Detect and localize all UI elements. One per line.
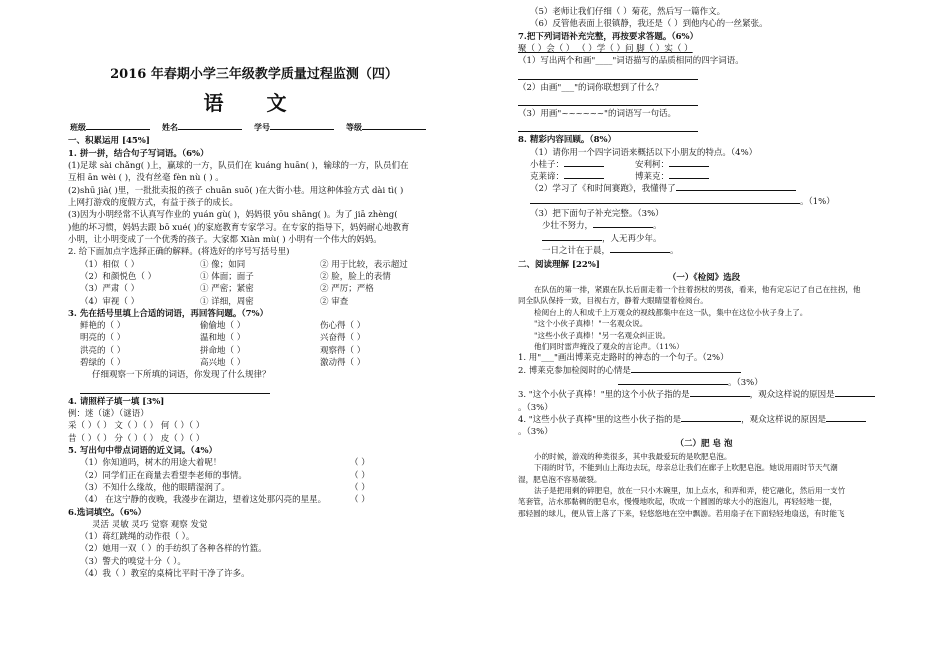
info-number: 学号 <box>254 122 334 134</box>
passage-line: 法子是把用剩的碎肥皂，放在一只小木碗里，加上点水，和弄和弄，使它融化，然后用一支竹 <box>534 485 846 495</box>
passage-1-questions <box>518 352 890 438</box>
q7-row: （3）用画"~~~~~~"的词语写一句话。 <box>518 108 676 119</box>
q2-row: （2）和颜悦色（ ） ① 体面；面子 ② 脸，脸上的表情 <box>80 271 391 282</box>
q8-name-row: 小桂子： 安利柯： <box>530 159 740 171</box>
q8-2-cont: 。（1%） <box>530 196 890 208</box>
info-name: 姓名 <box>162 122 242 134</box>
q5-title: 5. 写出句中带点词语的近义词。（4%） <box>68 445 218 456</box>
q3-row: 鲜艳的（ ） 偷偷地（ ） 伤心得（ ） <box>80 321 366 332</box>
q1-line: 小明，让小明变成了一个优秀的孩子。大家都 Xiàn mù( ) 小明有一个伟大的妈妈。 <box>68 234 382 245</box>
p1-q2: 2. 博莱克参加检阅时的心情是 <box>518 365 890 377</box>
p1-q3-end: 。（3%） <box>518 402 553 413</box>
q8-name-row: 克莱谛： 博莱克： <box>530 171 740 183</box>
q8-3-line: ，人无再少年。 <box>530 233 890 245</box>
q8-3: （3）把下面句子补充完整。（3%） <box>530 209 664 220</box>
q3-answer-line[interactable] <box>80 382 270 394</box>
right-column <box>518 6 890 519</box>
q6-title: 6.选词填空。（6%） <box>68 507 147 518</box>
info-grade: 等级 <box>346 122 426 134</box>
q6-word-bank: 灵活 灵敏 灵巧 觉察 观察 发觉 <box>92 519 208 530</box>
passage-line: "这个小伙子真棒！"一名观众说。 <box>534 319 648 329</box>
p1-q4: 4. "这些小伙子真棒"里的这些小伙子指的是 ，观众这样说的原因是 <box>518 414 890 426</box>
student-info <box>68 122 440 134</box>
q8-3-line: 少壮不努力， 。 <box>542 221 662 232</box>
left-column <box>68 0 440 580</box>
p1-q1: 1. 用"___"画出博莱克走路时的神态的一个句子。（2%） <box>518 353 729 364</box>
q4-example: 例：迷（谜）（谜语） <box>68 409 149 419</box>
q8-2: （2）学习了《和时间赛跑》，我懂得了 <box>530 183 890 195</box>
q7-answer-line[interactable] <box>518 120 698 132</box>
q4-title: 4. 请照样子填一填 [3%] <box>68 396 165 407</box>
passage-line: 那轻圆的球儿，便从管上落了下来，轻悠悠地在空中飘游。若用扇子在下面轻轻地扇送，有时能飞 <box>518 508 845 518</box>
q1-line: (3)因为小明经常不认真写作业的 yuán gù( )，妈妈很 yōu shāng( )。为了 jiā zhèng( <box>68 210 398 221</box>
passage-line: 同全队队保持一致，目视右方，静着大眼睛望着检阅台。 <box>518 296 708 306</box>
q6-row: （6）反管他表面上很镇静，我还是（ ）到他内心的一丝紧张。 <box>530 19 768 30</box>
exam-title: 2016 年春期小学三年级教学质量过程监测（四） <box>110 67 398 82</box>
q7-words: 聚（ ）会（ ） （ ）学（ ）问 脚（ ）实（ ） <box>518 43 693 54</box>
q3-row: 洪亮的（ ） 拼命地（ ） 观察得（ ） <box>80 345 366 356</box>
passage-2-text <box>518 451 890 519</box>
q1-title: 1. 拼一拼，结合句子写词语。（6%） <box>68 148 209 159</box>
info-class: 班级 <box>70 122 150 134</box>
p1-q2-cont: 。（3%） <box>518 377 890 389</box>
q5-row: （4） 在这宁静的夜晚，我漫步在湖边，望着这处那闪亮的星星。 （ ） <box>80 495 370 506</box>
q2-body <box>68 259 440 308</box>
q6-row: （1）蒋红跳绳的动作很（ ）。 <box>80 532 195 543</box>
q4-row: 采（ ）（ ） 文（ ）（ ） 何（ ）（ ） <box>68 421 205 432</box>
section-2-title: 二、阅读理解 [22%] <box>518 260 600 271</box>
subject-title: 语 文 <box>203 90 305 115</box>
q1-line: (2)shū jià( )里，一批批卖报的孩子 chuān suō( )在大街小巷。用这种体验方式 dài tì( ) <box>68 185 404 196</box>
q6-row: （2）她用一双（ ）的手纺织了各种各样的竹篮。 <box>80 544 267 555</box>
q6-continued <box>518 6 890 31</box>
q6-body <box>68 531 440 580</box>
passage-line: 他们同时雷声掩没了观众的言论声。（11%） <box>534 341 684 351</box>
q6-row: （4）我（ ）教室的桌椅比平时干净了许多。 <box>80 569 250 580</box>
q7-row: （1）写出两个和画"____"词语描写的品质相同的四字词语。 <box>518 56 744 67</box>
passage-line: 检阅台上的人和成千上万观众的视线都集中在这一队，集中在这位小伙子身上了。 <box>534 307 808 317</box>
q7-answer-line[interactable] <box>518 68 698 80</box>
passage-line: 在队伍的第一排，紧跟在队长后面走着一个拄着拐杖的男孩，看来，他有定忘记了自己在拄拐，他 <box>534 284 861 294</box>
q5-row: （1）你知道吗，树木的用途大着呢！ （ ） <box>80 458 370 469</box>
p1-q4-end: 。（3%） <box>518 427 553 438</box>
passage-line: 下雨的时节，不能到山上海边去玩，母亲总让我们在廊子上吹肥皂泡。她说用雨时节天气潮 <box>534 463 838 473</box>
q2-row: （4）审视（ ） ① 详细，周密 ② 审查 <box>80 296 349 307</box>
q3-question: 仔细观察一下所填的词语，你发现了什么规律？ <box>92 370 271 381</box>
passage-1-title: （一）《检阅》选段 <box>667 272 741 283</box>
q1-line: (1)足球 sài chǎng( )上，赢球的一方，队员们在 kuáng huān( )，输球的一方，队员们在 <box>68 161 409 172</box>
q1-line: 互相 ān wèi ( )，没有丝毫 fèn nù ( ) 。 <box>68 173 224 184</box>
q8-3-line: 一日之计在于晨， 。 <box>542 246 679 256</box>
passage-2-title: （二）肥 皂 泡 <box>675 439 733 450</box>
q5-row: （3）不知什么缘故，他的眼睛湿润了。 （ ） <box>80 482 370 493</box>
p1-q3: 3. "这个小伙子真棒！"里的这个小伙子指的是 ，观众这样说的原因是 <box>518 389 890 401</box>
passage-1-text <box>518 284 890 352</box>
q1-body <box>68 160 440 246</box>
q8-body <box>518 147 890 258</box>
q6-row: （5）老师让我们仔细（ ）菊花，然后写一篇作文。 <box>530 7 726 17</box>
passage-line: 湿，肥皂泡不容易破裂。 <box>518 474 602 484</box>
q1-line: 上网打游戏的度假方式，有益于孩子的成长。 <box>68 198 239 208</box>
passage-line: 小的时候，游戏的种类很多，其中我最爱玩的是吹肥皂泡。 <box>534 451 732 461</box>
q5-body <box>68 457 440 506</box>
q7-title: 7.把下列词语补充完整，再按要求答题。（6%） <box>518 31 699 42</box>
q1-line: )他的坏习惯，妈妈去跟 bō xué( )的家庭教育专家学习。在专家的指导下，妈妈耐心地教育 <box>68 222 410 233</box>
q8-title: 8. 精彩内容回顾。（8%） <box>518 135 617 146</box>
q4-row: 昔（ ）（ ） 分（ ）（ ） 皮（ ）（ ） <box>68 433 205 444</box>
q7-row: （2）由画"___"的词你联想到了什么？ <box>518 82 663 93</box>
q8-1: （1）请你用一个四字词语来概括以下小朋友的特点。（4%） <box>530 147 758 158</box>
passage-line: "这些小伙子真棒！"另一名观众纠正说。 <box>534 330 671 340</box>
q7-body <box>518 55 890 132</box>
q3-body <box>68 320 440 394</box>
q5-row: （2）同学们正在商量去看望李老师的事情。 （ ） <box>80 470 370 481</box>
q3-row: 碧绿的（ ） 高兴地（ ） 激动得（ ） <box>80 358 366 369</box>
passage-line: 笔套管，沾水那黏稠的肥皂水，慢慢地吹起，吹成一个圆圆的球大小的泡泡儿，再轻轻地一提， <box>518 497 837 507</box>
q3-row: 明亮的（ ） 温和地（ ） 兴奋得（ ） <box>80 333 366 344</box>
section-1-title: 一、积累运用 [45%] <box>68 136 150 147</box>
q7-answer-line[interactable] <box>518 94 698 106</box>
q2-row: （1）相似（ ） ① 像；如同 ② 用于比较，表示超过 <box>80 259 408 270</box>
q2-title: 2. 给下面加点字选择正确的解释。(将选好的序号写括号里) <box>68 247 290 258</box>
q3-title: 3. 先在括号里填上合适的词语，再回答问题。（7%） <box>68 308 269 319</box>
q6-row: （3）警犬的嗅觉十分（ ）。 <box>80 556 186 567</box>
q2-row: （3）严肃（ ） ① 严密；紧密 ② 严厉；严格 <box>80 284 374 295</box>
